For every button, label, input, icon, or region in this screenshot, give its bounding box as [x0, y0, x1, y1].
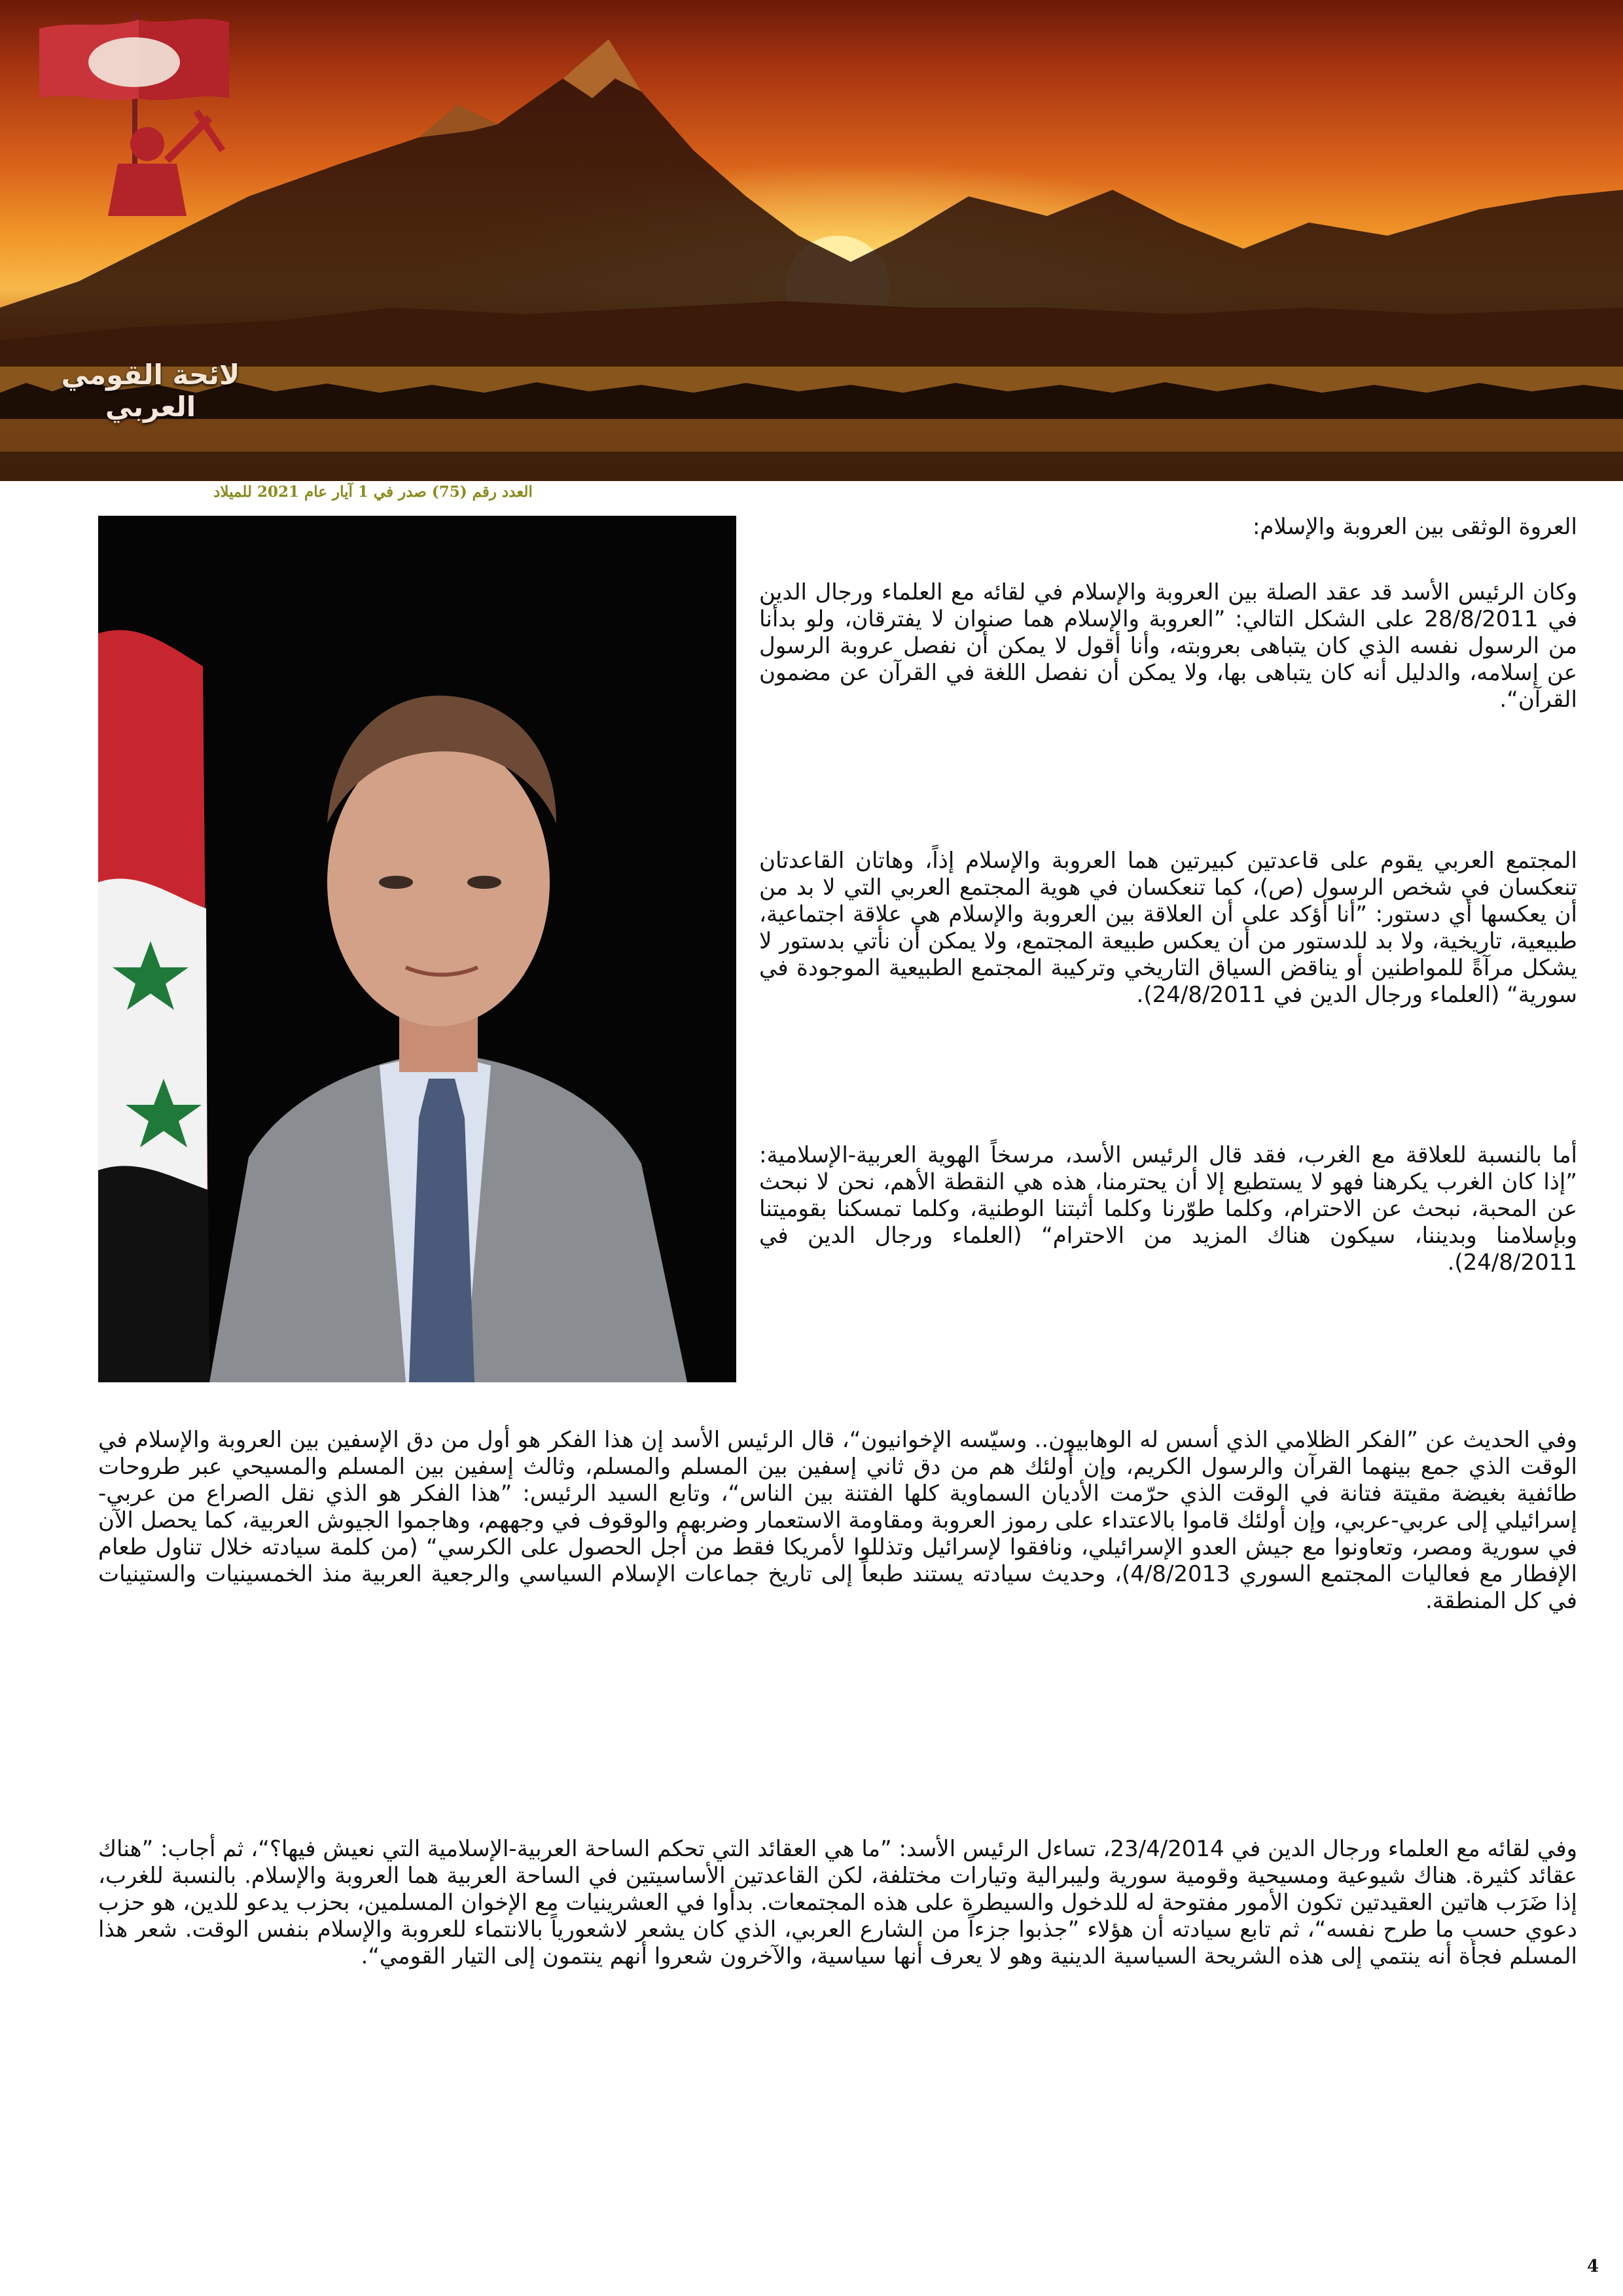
issue-info: العدد رقم (75) صدر في 1 آيار عام 2021 للميلاد	[213, 483, 533, 501]
article-heading: العروة الوثقى بين العروبة والإسلام:	[1252, 514, 1577, 540]
article-paragraph: وكان الرئيس الأسد قد عقد الصلة بين العروبة والإسلام في لقائه مع العلماء ورجال الدين في 28/8/2011 على الشكل التالي: ”العروبة والإسلام هما صنوان لا يفترقان، ولو بدأنا من الرسول نفسه الذي كان يتباهى بعروبته، وأنا أقول لا يمكن أن نفصل عروبة الرسول عن إسلامه، والدليل أنه كان يتباهى بها، ولا يمكن أن نفصل اللغة في القرآن عن مضمون القرآن“.	[759, 579, 1577, 713]
header-banner	[0, 0, 1623, 481]
article-paragraph: المجتمع العربي يقوم على قاعدتين كبيرتين هما العروبة والإسلام إذاً، وهاتان القاعدتان تنعكسان في شخص الرسول (ص)، كما تنعكسان في هوية المجتمع العربي التي لا بد من أن يعكسها أي دستور: ”أنا أؤكد على أن العلاقة بين العروبة والإسلام هي علاقة اجتماعية، طبيعية، تاريخية، ولا بد للدستور من أن يعكس طبيعة المجتمع، ولا يمكن أن نأتي بدستور لا يشكل مرآةً للمواطنين أو يناقض السياق التاريخي وتركيبة المجتمع الطبيعية الموجودة في سورية“ (العلماء ورجال الدين في 24/8/2011).	[759, 848, 1577, 1008]
page-number: 4	[1587, 2257, 1599, 2276]
article-paragraph: أما بالنسبة للعلاقة مع الغرب، فقد قال الرئيس الأسد، مرسخاً الهوية العربية-الإسلامية: ”إذا كان الغرب يكرهنا فهو لا يستطيع إلا أن يحترمنا، هذه هي النقطة الأهم، نحن لا نبحث عن المحبة، نبحث عن الاحترام، وكلما طوّرنا وكلما أثبتنا الوطنية، وكلما تمسكنا بقوميتنا وبإسلامنا وبديننا، سيكون هناك المزيد من الاحترام“ (العلماء ورجال الدين في 24/8/2011).	[759, 1142, 1577, 1276]
article-paragraph: وفي الحديث عن ”الفكر الظلامي الذي أسس له الوهابيون.. وسيّسه الإخوانيون“، قال الرئيس الأسد إن هذا الفكر هو أول من دق الإسفين بين العروبة والإسلام في الوقت الذي جمع بينهما القرآن والرسول الكريم، وإن أولئك هم من دق ثاني إسفين بين المسلم والمسلم، وثالث إسفين بين المسلم والمسيحي عبر طروحات طائفية بغيضة مقيتة فتانة في الوقت الذي حرّمت الأديان السماوية كلها الفتنة بين الناس“، وتابع السيد الرئيس: ”هذا الفكر هو الذي نقل الصراع من عربي-إسرائيلي إلى عربي-عربي، وإن أولئك قاموا بالاعتداء على رموز العروبة ومقاومة الاستعمار وضربهم والوقوف في وجههم، وهاجموا الجيوش العربية، كما يحصل الآن في سورية ومصر، وتعاونوا مع جيش العدو الإسرائيلي، ونافقوا لإسرائيل وتذللوا لأمريكا فقط من أجل الحصول على الكرسي“ (من كلمة سيادته خلال تناول طعام الإفطار مع فعاليات المجتمع السوري 4/8/2013)، وحديث سيادته يستند طبعاً إلى تاريخ جماعات الإسلام السياسي والرجعية العربية منذ الخمسينيات والستينيات في كل المنطقة.	[98, 1427, 1577, 1614]
logo-text: لائحة القومي العربي	[61, 359, 240, 423]
organization-logo	[0, 0, 275, 255]
president-portrait-photo	[98, 516, 736, 1382]
article-paragraph: وفي لقائه مع العلماء ورجال الدين في 23/4/2014، تساءل الرئيس الأسد: ”ما هي العقائد التي تحكم الساحة العربية-الإسلامية التي نعيش فيها؟“، ثم أجاب: ”هناك عقائد كثيرة. هناك شيوعية ومسيحية وقومية سورية وليبرالية وتيارات مختلفة، لكن القاعدتين الأساسيتين في الساحة العربية هما العروبة والإسلام. بالنسبة للغرب، إذا ضَرَب هاتين العقيدتين تكون الأمور مفتوحة له للدخول والسيطرة على هذه المجتمعات. بدأوا في العشرينيات مع الإخوان المسلمين، بحزب يدعو للدين، هو حزب دعوي حسب ما طرح نفسه“، ثم تابع سيادته أن هؤلاء ”جذبوا جزءاً من الشارع العربي، الذي كان يشعر لاشعورياً بالانتماء للعروبة والإسلام بنفس الوقت. شعر هذا المسلم فجأة أنه ينتمي إلى هذه الشريحة السياسية الدينية وهو لا يعرف أنها سياسية، والآخرون شعروا أنهم ينتمون إلى التيار القومي“.	[98, 1836, 1577, 1969]
